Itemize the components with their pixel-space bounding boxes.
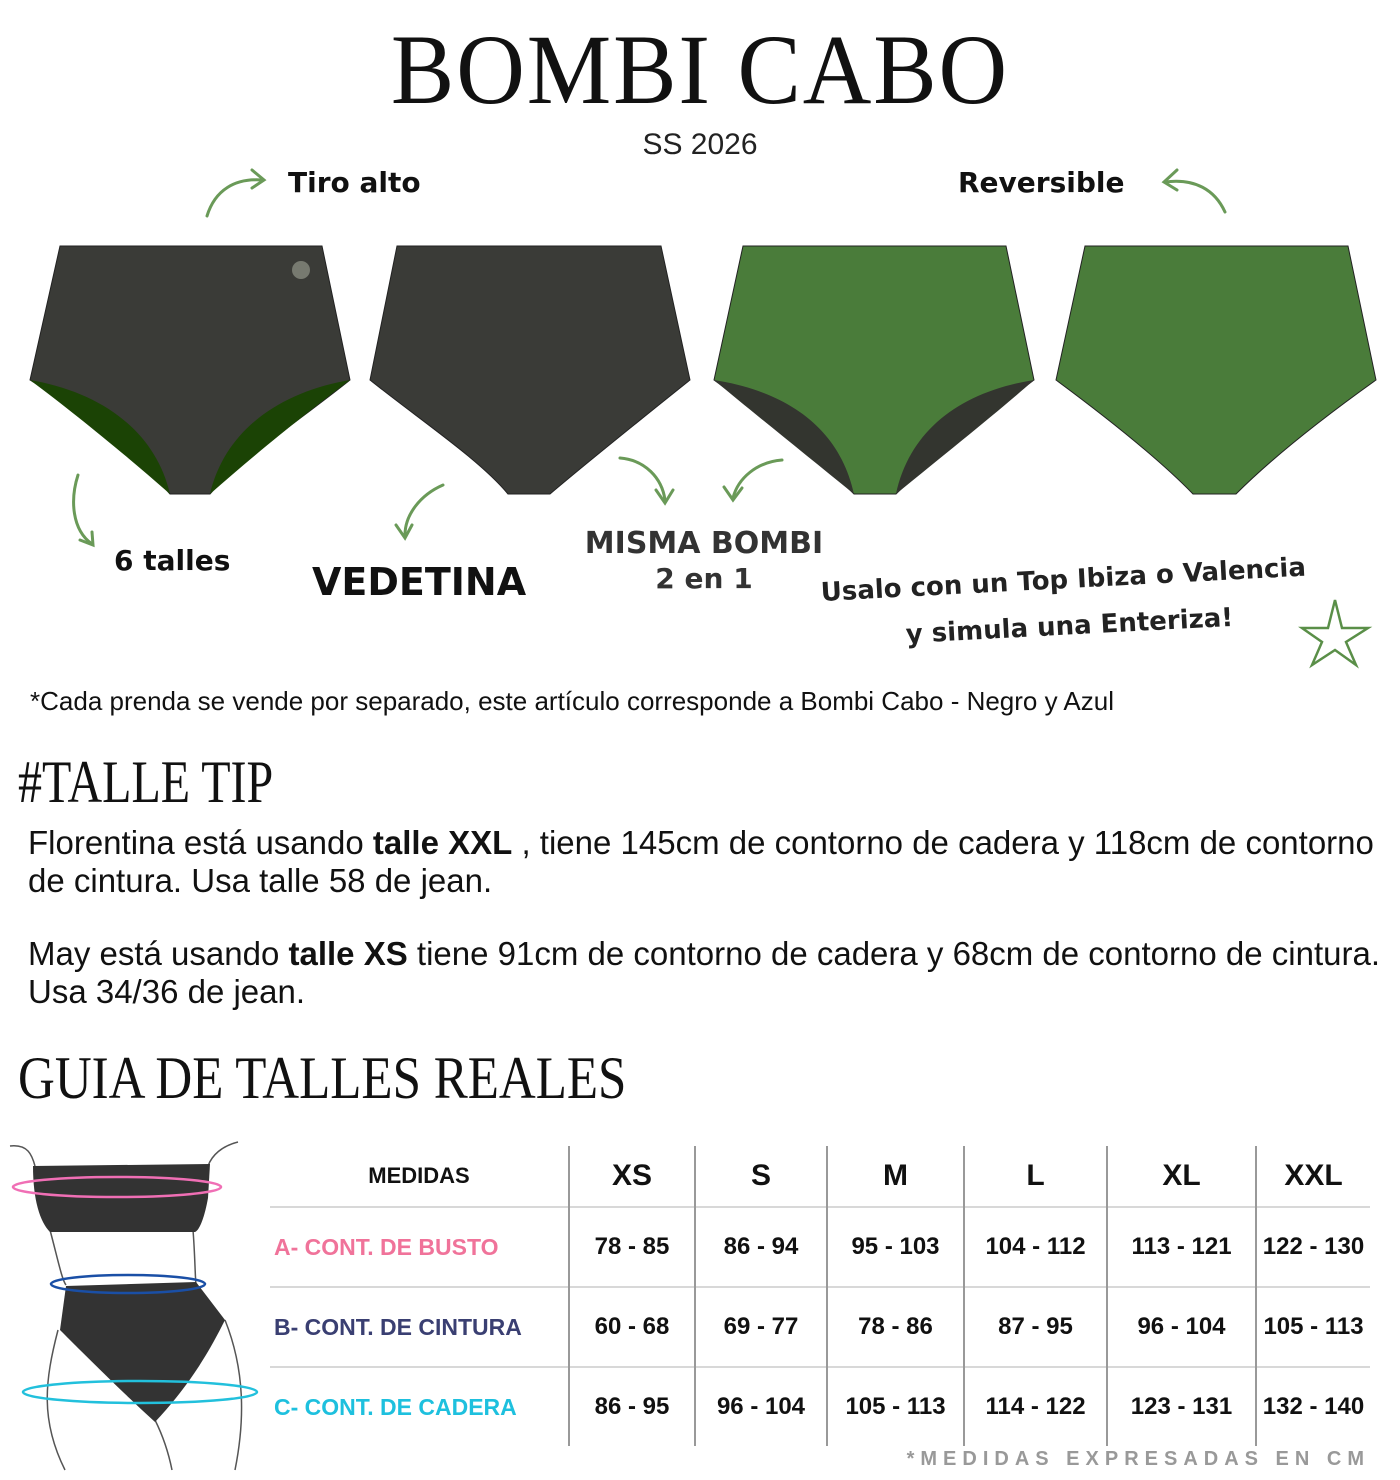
talle-tip-title: #TALLE TIP <box>18 749 274 815</box>
garment-back-green <box>1056 246 1376 494</box>
arrow-icon <box>74 475 92 544</box>
label-enteriza: y simula una Enteriza! <box>905 602 1234 650</box>
tip-text: tiene 91cm de contorno de cadera y 68cm de contorno de cintura. Usa 34/36 de jean. <box>28 935 1380 1010</box>
table-cell: 96 - 104 <box>1107 1287 1256 1367</box>
units-footnote: *MEDIDAS EXPRESADAS EN CM <box>906 1448 1370 1470</box>
season-label: SS 2026 <box>642 128 758 161</box>
table-row <box>270 1367 1370 1446</box>
tip-size: talle XXL <box>372 824 513 861</box>
table-cell: 60 - 68 <box>569 1287 695 1367</box>
size-guide-table <box>270 1146 1370 1446</box>
label-tiro-alto: Tiro alto <box>288 166 421 199</box>
header-size: XS <box>569 1146 695 1207</box>
tip-may <box>28 935 1388 1011</box>
table-cell: 122 - 130 <box>1256 1207 1370 1287</box>
table-cell: 78 - 85 <box>569 1207 695 1287</box>
table-cell: 105 - 113 <box>827 1367 964 1446</box>
table-cell: 104 - 112 <box>964 1207 1107 1287</box>
table-cell: 114 - 122 <box>964 1367 1107 1446</box>
starfish-icon <box>1302 600 1368 665</box>
table-cell: 105 - 113 <box>1256 1287 1370 1367</box>
label-usalo: Usalo con un Top Ibiza o Valencia <box>820 552 1307 608</box>
table-cell: 69 - 77 <box>695 1287 827 1367</box>
garment-illustrations <box>0 160 1400 680</box>
label-6-talles: 6 talles <box>114 544 231 577</box>
table-cell: 113 - 121 <box>1107 1207 1256 1287</box>
row-label-busto: A- CONT. DE BUSTO <box>270 1207 569 1287</box>
tip-text: Florentina está usando <box>28 824 373 861</box>
tip-size: talle XS <box>288 935 408 972</box>
row-label-cintura: B- CONT. DE CINTURA <box>270 1287 569 1367</box>
tip-text: May está usando <box>28 935 289 972</box>
table-header-row <box>270 1146 1370 1207</box>
row-label-cadera: C- CONT. DE CADERA <box>270 1367 569 1446</box>
label-vedetina: VEDETINA <box>312 560 527 604</box>
table-cell: 123 - 131 <box>1107 1367 1256 1446</box>
header-size: XL <box>1107 1146 1256 1207</box>
guide-title: GUIA DE TALLES REALES <box>18 1045 627 1111</box>
table-cell: 86 - 94 <box>695 1207 827 1287</box>
header-size: M <box>827 1146 964 1207</box>
table-cell: 132 - 140 <box>1256 1367 1370 1446</box>
label-2-en-1: 2 en 1 <box>655 562 753 595</box>
header-size: XXL <box>1256 1146 1370 1207</box>
logo-icon <box>292 261 310 279</box>
tip-florentina <box>28 824 1388 900</box>
label-reversible: Reversible <box>958 166 1125 199</box>
sale-note: *Cada prenda se vende por separado, este artículo corresponde a Bombi Cabo - Negro y Azul <box>30 686 1114 716</box>
tip-text: , tiene 145cm de contorno de cadera y 118cm de contorno de cintura. Usa talle 58 de jean. <box>28 824 1374 899</box>
header-size: L <box>964 1146 1107 1207</box>
table-cell: 95 - 103 <box>827 1207 964 1287</box>
table-cell: 96 - 104 <box>695 1367 827 1446</box>
body-measure-illustration <box>0 1130 270 1480</box>
arrow-icon <box>1165 181 1225 212</box>
table-row <box>270 1207 1370 1287</box>
table-cell: 86 - 95 <box>569 1367 695 1446</box>
table-cell: 78 - 86 <box>827 1287 964 1367</box>
table-cell: 87 - 95 <box>964 1287 1107 1367</box>
header-medidas: MEDIDAS <box>368 1163 470 1188</box>
header-size: S <box>695 1146 827 1207</box>
garment-front-black <box>30 246 350 494</box>
table-row <box>270 1287 1370 1367</box>
garment-back-black <box>370 246 690 494</box>
label-misma-bombi: MISMA BOMBI <box>584 526 824 561</box>
garment-front-green <box>714 246 1034 494</box>
page-title: BOMBI CABO <box>390 14 1010 125</box>
